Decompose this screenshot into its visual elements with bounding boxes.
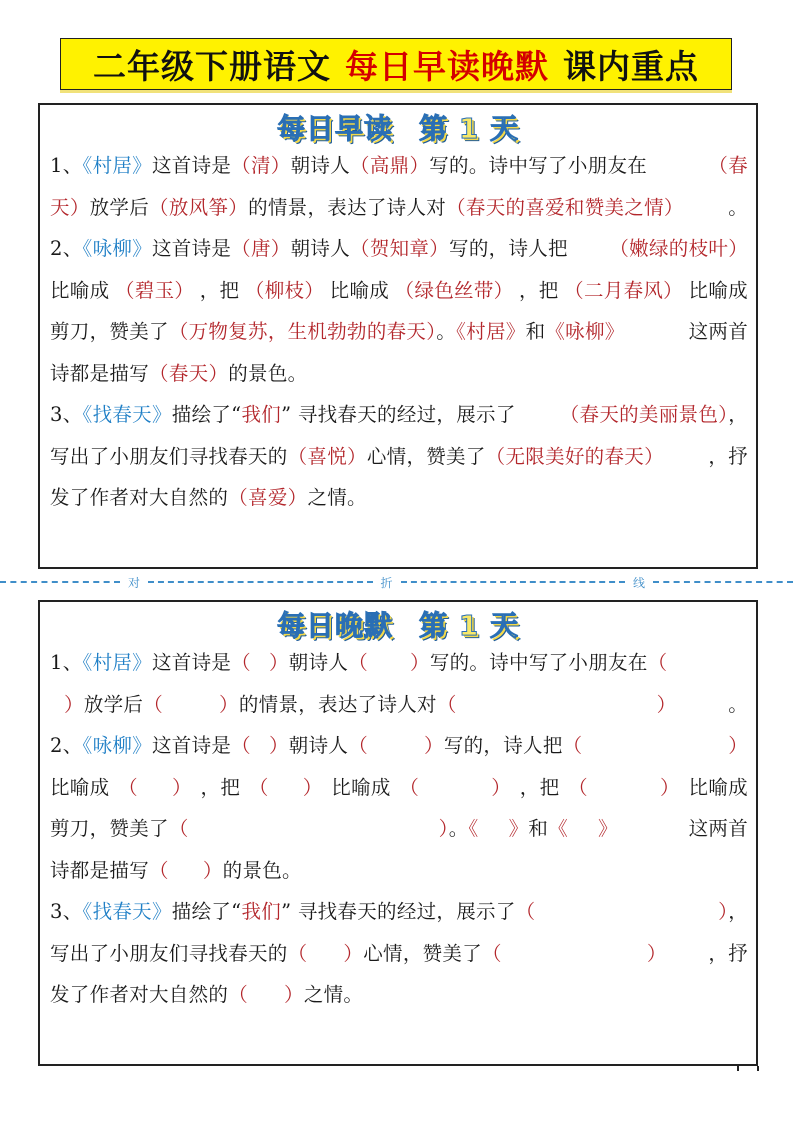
answer: 高鼎 [369,154,410,177]
paren-close: ） [438,817,449,840]
paren-open: （ [436,692,457,716]
text: 放学后 [89,195,150,219]
answer: 万物复苏，生机勃勃的春天 [188,320,427,343]
paren-open: （ [446,195,466,219]
text: ，抒 [708,941,748,965]
paren-close: ） [202,858,223,882]
text: 这首诗是 [151,237,232,260]
text: 比喻成 [329,278,390,302]
book-mark-close: 》 [598,817,618,840]
text: 。 [436,320,457,343]
text: ，把 [519,775,560,799]
paren-close: ） [491,775,512,799]
q1-line-1 [50,145,748,187]
paren-open: （ [114,278,135,302]
blank-q3-line-1 [50,891,748,933]
text: ” 寻找春天的经过，展示了 [281,403,516,426]
blank-q3-line-3 [50,974,748,1016]
paren-close: ） [284,983,304,1006]
quoted-text: 我们 [241,900,282,923]
evening-dictation-box [38,600,758,1066]
answer: 《村居》 [456,320,526,343]
text: 描绘了“ [171,403,242,426]
text: ” 寻找春天的经过，展示了 [281,900,516,923]
answer: 无限美好的春天 [505,444,645,468]
q1-line-2 [50,187,748,229]
paren-open: （ [228,486,249,509]
blank-q1-line-2 [50,684,748,726]
morning-reading-box [38,103,758,569]
text: 写出了小朋友们寻找春天的 [50,941,288,965]
paren-open: （ [231,651,251,674]
q3-line-1 [50,394,748,436]
morning-day-label: 第 1 天 [419,112,519,145]
blank-q2-line-3 [50,808,748,850]
fold-label-1: 对 [128,575,141,590]
paren-open: （ [348,734,369,757]
paren-open: （ [228,983,249,1006]
q3-line-3 [50,477,748,519]
text: 朝诗人 [290,154,351,177]
q2-line-2 [50,270,748,312]
paren-open: （ [231,734,251,757]
text: ，把 [200,775,241,799]
title-key-points: 课内重点 [563,46,699,86]
q2-number: 2、 [50,237,83,260]
paren-close: ） [304,278,325,302]
paren-open: （ [149,858,169,882]
evening-content [50,642,748,1016]
paren-close: ） [347,444,367,468]
text: 这两首 [688,817,748,840]
page-title-banner [60,38,732,90]
paren-close: ） [64,692,84,716]
paren-open: （ [348,651,369,674]
answer: 春天 [168,361,209,385]
text: 比喻成 [688,278,748,302]
text: 。 [448,817,469,840]
q3-poem-title: 《找春天》 [82,403,172,426]
paren-close: ） [302,775,323,799]
text: 的情景，表达了诗人对 [238,692,437,716]
paren-open: （ [287,444,308,468]
text: 写的，诗人把 [443,734,563,757]
paren-open: （ [399,775,420,799]
text: 朝诗人 [290,237,351,260]
paren-open: （ [647,651,668,674]
text: 的情景，表达了诗人对 [248,195,447,219]
answer: 春天的美丽景色 [579,403,719,426]
text: 的景色。 [222,858,302,882]
paren-open: （ [143,692,164,716]
paren-close: ） [410,651,430,674]
blank-q1-line-1 [50,642,748,684]
answer: 放风筝 [168,195,229,219]
crop-mark [757,1066,759,1071]
paren-open: （ [568,775,588,799]
evening-day-label: 第 1 天 [419,609,519,642]
answer: 贺知章 [369,237,430,260]
paren-close: ） [718,900,729,923]
text: 比喻成 [688,775,748,799]
paren-close: ） [718,403,729,426]
book-mark-close: 》 [508,817,529,840]
book-mark-open: 《 [548,817,568,840]
paren-close: ） [270,154,291,177]
paren-close: ） [728,734,748,757]
answer: 绿色丝带 [414,278,494,302]
text: 心情，赞美了 [366,444,486,468]
answer: 嫩绿的枝叶 [629,237,729,260]
paren-close: ） [268,651,289,674]
text: 比喻成 [50,278,110,302]
paren-open: （ [708,154,729,177]
paren-close: ） [268,734,289,757]
answer: 天 [50,195,70,219]
paren-open: （ [168,817,189,840]
text: 这首诗是 [151,651,232,674]
answer: 喜悦 [307,444,348,468]
paren-open: （ [394,278,415,302]
paren-open: （ [609,237,630,260]
blank-q2-line-2 [50,767,748,809]
paren-open: （ [482,941,502,965]
paren-close: ） [69,195,90,219]
paren-close: ） [656,692,677,716]
paren-close: ） [663,195,684,219]
paren-close: ） [728,237,748,260]
text: 的景色。 [228,361,308,385]
answer: 碧玉 [134,278,175,302]
text: 这首诗是 [151,154,232,177]
text: 写出了小朋友们寻找春天的 [50,444,288,468]
text: ，抒 [708,444,748,468]
text: 发了作者对大自然的 [50,486,229,509]
text: 这首诗是 [151,734,232,757]
q3-poem-title: 《找春天》 [82,900,172,923]
dash-segment [653,581,793,583]
q2-line-3 [50,311,748,353]
answer: 喜爱 [248,486,288,509]
text: 朝诗人 [288,651,349,674]
text: 诗都是描写 [50,858,150,882]
text: 。 [728,692,748,716]
quoted-text: 我们 [241,403,282,426]
paren-open: （ [149,361,169,385]
text: ，把 [519,278,559,302]
q2-poem-title: 《咏柳》 [82,237,152,260]
text: 比喻成 [50,775,110,799]
q1-number: 1、 [50,651,83,674]
text: 心情，赞美了 [363,941,483,965]
text: 写的，诗人把 [449,237,568,260]
answer: 二月春风 [583,278,664,302]
paren-open: （ [287,941,308,965]
evening-heading [40,608,756,644]
paren-close: ） [171,775,192,799]
text: 朝诗人 [288,734,349,757]
answer: 柳枝 [264,278,305,302]
text: 剪刀，赞美了 [50,817,169,840]
paren-open: （ [244,278,265,302]
text: 诗都是描写 [50,361,150,385]
text: 写的。诗中写了小朋友在 [429,154,648,177]
paren-close: ） [663,278,683,302]
q2-poem-title: 《咏柳》 [82,734,152,757]
title-main: 每日早读晚默 [345,46,549,86]
q3-number: 3、 [50,900,83,923]
blank-q2-line-4 [50,850,748,892]
dash-segment [401,581,625,583]
q1-poem-title: 《村居》 [82,154,152,177]
text: 描绘了“ [171,900,242,923]
text: ， [728,900,748,923]
paren-close: ） [270,237,291,260]
paren-open: （ [231,237,251,260]
answer: 春天的喜爱和赞美之情 [465,195,664,219]
answer: 春 [728,154,748,177]
paren-open: （ [350,154,370,177]
blank-q3-line-2 [50,933,748,975]
paren-open: （ [564,278,584,302]
title-grade: 二年级下册语文 [93,46,331,86]
text: 发了作者对大自然的 [50,983,229,1006]
paren-close: ） [646,941,667,965]
blank-q2-line-1 [50,725,748,767]
paren-close: ） [644,444,664,468]
paren-open: （ [559,403,580,426]
morning-content [50,145,748,519]
q1-poem-title: 《村居》 [82,651,152,674]
text: 放学后 [83,692,144,716]
fold-label-2: 折 [380,575,393,590]
text: 和 [528,817,549,840]
q2-line-4 [50,353,748,395]
paren-open: （ [231,154,251,177]
text: 比喻成 [331,775,391,799]
answer: 清 [250,154,271,177]
answer: 唐 [250,237,271,260]
book-mark-open: 《 [468,817,479,840]
q1-number: 1、 [50,154,83,177]
text: 之情。 [307,486,367,509]
dash-segment [148,581,372,583]
paren-open: （ [168,320,189,343]
paren-close: ） [228,195,249,219]
crop-mark [737,1066,739,1071]
q3-number: 3、 [50,403,83,426]
paren-open: （ [562,734,583,757]
paren-open: （ [515,900,536,923]
paren-close: ） [429,237,450,260]
paren-close: ） [424,734,444,757]
q2-line-1 [50,228,748,270]
paren-open: （ [350,237,370,260]
paren-close: ） [493,278,514,302]
text: 之情。 [303,983,364,1006]
text: 剪刀，赞美了 [50,320,169,343]
q3-line-2 [50,436,748,478]
text: ，把 [199,278,240,302]
answer: 《咏柳》 [545,320,625,343]
fold-label-3: 线 [633,575,646,590]
paren-close: ） [208,361,229,385]
fold-line [0,572,793,592]
paren-close: ） [426,320,437,343]
paren-open: （ [485,444,506,468]
morning-heading-label: 每日早读 [277,112,394,145]
paren-open: （ [118,775,138,799]
text: 这两首 [688,320,748,343]
text: 。 [728,195,748,219]
text: 和 [525,320,546,343]
paren-close: ） [409,154,430,177]
evening-heading-label: 每日晚默 [277,609,394,642]
paren-close: ） [659,775,680,799]
paren-close: ） [343,941,364,965]
morning-heading [40,111,756,147]
paren-close: ） [219,692,239,716]
dash-segment [0,581,120,583]
paren-open: （ [248,775,269,799]
q2-number: 2、 [50,734,83,757]
paren-open: （ [149,195,169,219]
paren-close: ） [287,486,308,509]
text: ， [728,403,748,426]
text: 写的。诗中写了小朋友在 [429,651,648,674]
paren-close: ） [174,278,195,302]
